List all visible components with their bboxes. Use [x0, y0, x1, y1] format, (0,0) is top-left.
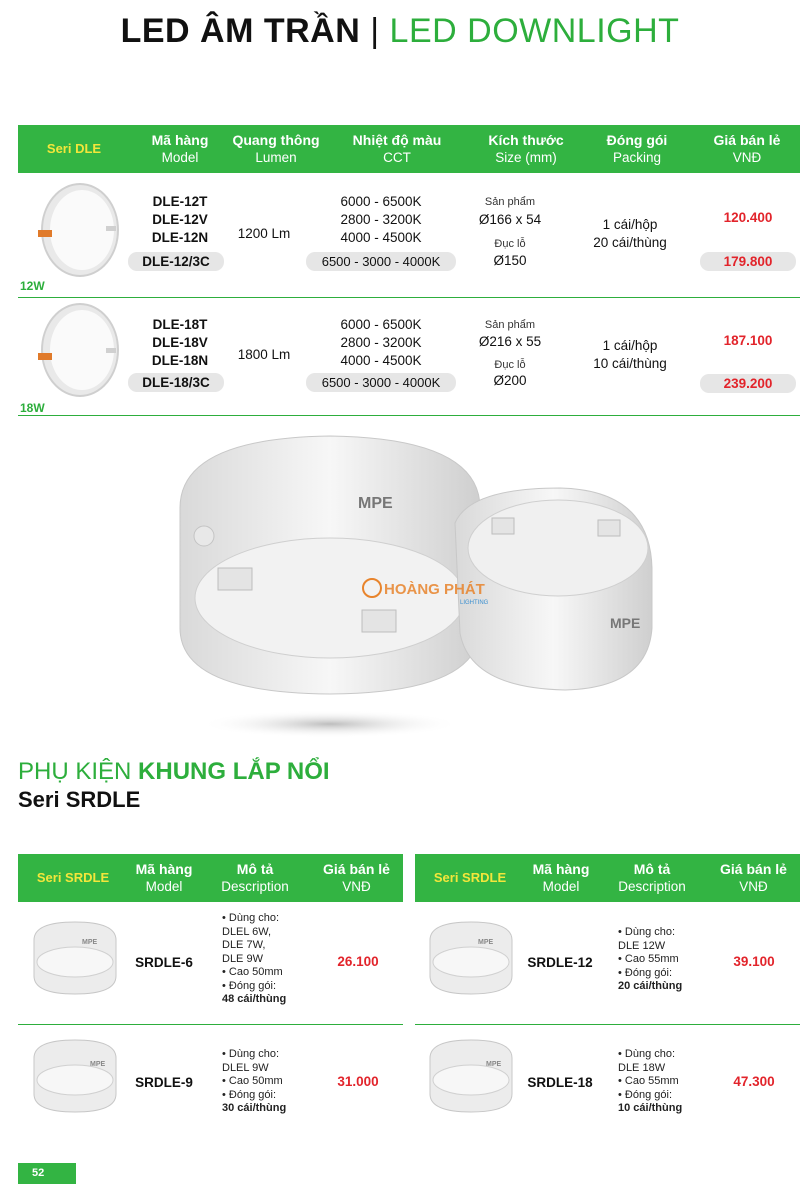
srdle-model: SRDLE-18: [527, 1075, 593, 1090]
hole-label: Đục lỗ: [494, 238, 526, 250]
price-3c: 239.200: [700, 374, 796, 393]
hole-value: Ø150: [493, 253, 527, 268]
wattage-label: 18W: [20, 401, 45, 415]
header-model: Mã hàng Model: [151, 132, 209, 165]
svg-text:MPE: MPE: [90, 1061, 106, 1068]
header-lumen: Quang thông Lumen: [232, 132, 320, 165]
title-main: LED ÂM TRẦN: [120, 12, 361, 50]
price-3c: 179.800: [700, 252, 796, 271]
title-sub: LED DOWNLIGHT: [389, 12, 680, 50]
srdle-model: SRDLE-6: [135, 955, 193, 970]
srdle-description: • Dùng cho: DLE 12W • Cao 55mm • Đóng gói: 20 cái/thùng: [618, 926, 683, 992]
size-value: Ø166 x 54: [478, 212, 542, 227]
row-divider: [18, 1024, 403, 1025]
brand-mark: MPE: [358, 495, 393, 512]
srdle-price: 47.300: [733, 1074, 775, 1089]
packing: 1 cái/hộp 20 cái/thùng: [593, 217, 667, 250]
srdle-12-image: [426, 918, 516, 998]
lumen-value: 1800 Lm: [237, 347, 291, 362]
row-divider: [415, 1024, 800, 1025]
header-packing: Đóng gói Packing: [606, 132, 668, 165]
srdle-description: • Dùng cho: DLEL 6W, DLE 7W, DLE 9W • Cao 50mm • Đóng gói: 48 cái/thùng: [222, 912, 287, 1005]
packing: 1 cái/hộp 10 cái/thùng: [593, 338, 667, 371]
srdle-table-header-left: Seri SRDLE Mã hàng Model Mô tả Description Giá bán lẻ VNĐ: [18, 854, 403, 902]
section-subtitle: Seri SRDLE: [18, 787, 141, 812]
page-number: 52: [18, 1163, 76, 1184]
srdle-model: SRDLE-9: [135, 1075, 193, 1090]
size-label: Sản phẩm: [484, 196, 536, 208]
svg-text:MPE: MPE: [478, 939, 494, 946]
srdle-price: 39.100: [733, 954, 775, 969]
srdle-table-header-right: Seri SRDLE Mã hàng Model Mô tả Description Giá bán lẻ VNĐ: [415, 854, 800, 902]
svg-text:MPE: MPE: [610, 615, 641, 631]
srdle-6-image: [30, 918, 120, 998]
cct-list: 6000 - 6500K 2800 - 3200K 4000 - 4500K: [340, 317, 422, 368]
hole-label: Đục lỗ: [494, 359, 526, 371]
srdle-9-image: [30, 1036, 120, 1116]
cct-3c: 6500 - 3000 - 4000K: [306, 252, 456, 271]
srdle-model: SRDLE-12: [527, 955, 593, 970]
model-3c: DLE-18/3C: [128, 373, 224, 392]
header-price: Giá bán lẻ VNĐ: [713, 132, 781, 165]
surface-frame-hero-image: [170, 428, 670, 748]
header-cct: Nhiệt độ màu CCT: [352, 132, 442, 165]
section-title: PHỤ KIỆN KHUNG LẮP NỔI: [18, 758, 330, 785]
title-separator: |: [370, 12, 380, 50]
dle-table-header: [18, 125, 800, 173]
price: 187.100: [723, 333, 773, 348]
model-list: DLE-18T DLE-18V DLE-18N: [151, 317, 209, 368]
seri-label: Seri DLE: [46, 141, 102, 156]
row-divider: [18, 297, 800, 298]
row-divider: [18, 415, 800, 416]
srdle-18-image: [426, 1036, 516, 1116]
srdle-description: • Dùng cho: DLE 18W • Cao 55mm • Đóng gói: 10 cái/thùng: [618, 1048, 683, 1114]
svg-text:LIGHTING: LIGHTING: [460, 600, 489, 606]
wattage-label: 12W: [20, 279, 45, 293]
watermark: HOÀNG PHÁT: [384, 581, 485, 598]
downlight-12w-image: [36, 180, 120, 280]
srdle-description: • Dùng cho: DLEL 9W • Cao 50mm • Đóng gói: 30 cái/thùng: [222, 1048, 287, 1114]
svg-text:MPE: MPE: [82, 939, 98, 946]
cct-3c: 6500 - 3000 - 4000K: [306, 373, 456, 392]
model-list: DLE-12T DLE-12V DLE-12N: [151, 194, 209, 245]
downlight-18w-image: [36, 300, 120, 400]
size-label: Sản phẩm: [484, 319, 536, 331]
size-value: Ø216 x 55: [478, 334, 542, 349]
hole-value: Ø200: [493, 373, 527, 388]
header-size: Kích thước Size (mm): [488, 132, 564, 165]
srdle-price: 26.100: [337, 954, 379, 969]
lumen-value: 1200 Lm: [237, 226, 291, 241]
model-3c: DLE-12/3C: [128, 252, 224, 271]
srdle-price: 31.000: [337, 1074, 379, 1089]
page-title: [0, 12, 800, 51]
price: 120.400: [723, 210, 773, 225]
cct-list: 6000 - 6500K 2800 - 3200K 4000 - 4500K: [340, 194, 422, 245]
svg-text:MPE: MPE: [486, 1061, 502, 1068]
